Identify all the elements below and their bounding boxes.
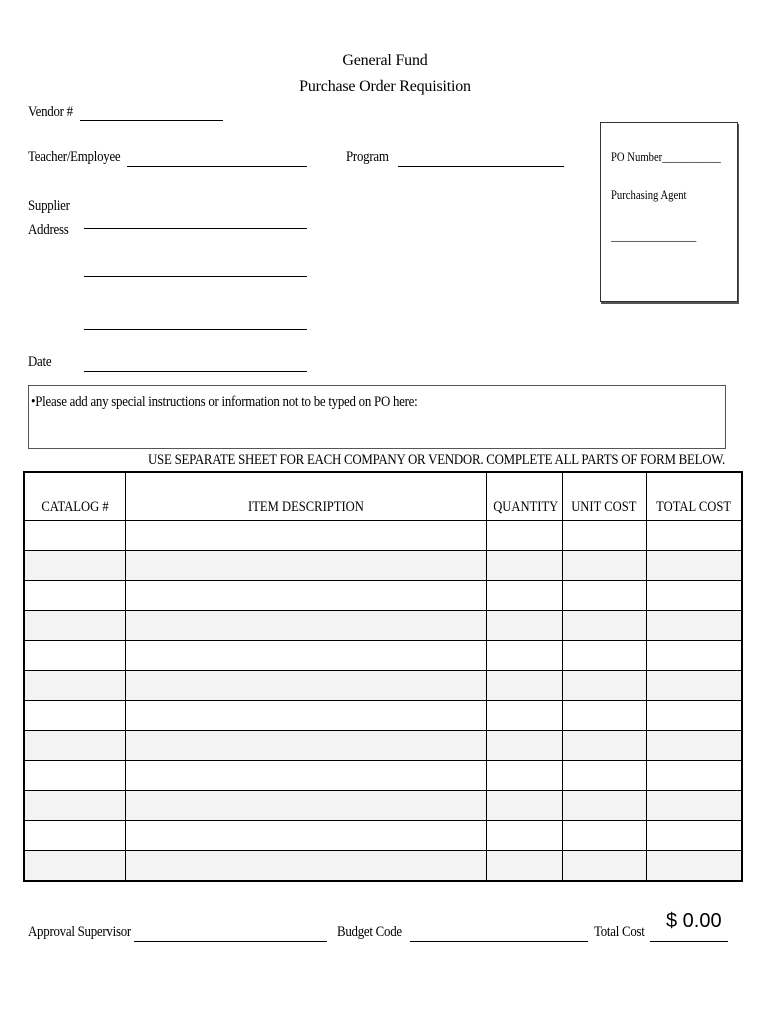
supplier-label: Supplier xyxy=(28,198,70,214)
special-instructions-box[interactable] xyxy=(28,385,726,449)
unit-cost-input[interactable] xyxy=(563,820,650,851)
description-input[interactable] xyxy=(126,580,490,611)
total-cost-value: $ 0.00 xyxy=(666,910,722,932)
quantity-input[interactable] xyxy=(487,700,566,731)
cell-total-cost[interactable] xyxy=(646,731,742,761)
teacher-label: Teacher/Employee xyxy=(28,149,121,165)
catalog-input[interactable] xyxy=(25,520,129,551)
description-input[interactable] xyxy=(126,670,490,701)
cell-quantity[interactable] xyxy=(486,821,562,851)
unit-cost-input[interactable] xyxy=(563,670,650,701)
cell-total-cost[interactable] xyxy=(646,521,742,551)
cell-unit-cost[interactable] xyxy=(562,851,646,882)
cell-unit-cost[interactable] xyxy=(562,521,646,551)
cell-catalog[interactable] xyxy=(24,821,125,851)
form-title-fund: General Fund xyxy=(342,52,428,69)
description-input[interactable] xyxy=(126,850,490,881)
cell-total-cost[interactable] xyxy=(646,821,742,851)
quantity-input[interactable] xyxy=(487,610,566,641)
cell-catalog[interactable] xyxy=(24,521,125,551)
quantity-input[interactable] xyxy=(487,730,566,761)
po-number-row xyxy=(611,149,721,165)
approval-supervisor-label: Approval Supervisor xyxy=(28,924,131,940)
quantity-input[interactable] xyxy=(487,760,566,791)
catalog-input[interactable] xyxy=(25,760,129,791)
table-row xyxy=(24,551,742,581)
total-cost-input[interactable] xyxy=(647,850,746,881)
cell-quantity[interactable] xyxy=(486,851,562,882)
po-number-label: PO Number xyxy=(611,149,663,164)
special-instructions-text: •Please add any special instructions or information not to be typed on PO here: xyxy=(31,394,418,410)
cell-unit-cost[interactable] xyxy=(562,611,646,641)
unit-cost-input[interactable] xyxy=(563,760,650,791)
catalog-input[interactable] xyxy=(25,730,129,761)
description-input[interactable] xyxy=(126,700,490,731)
table-row xyxy=(24,701,742,731)
cell-description[interactable] xyxy=(125,521,486,551)
cell-quantity[interactable] xyxy=(486,581,562,611)
cell-description[interactable] xyxy=(125,611,486,641)
col-item-description: ITEM DESCRIPTION xyxy=(125,472,486,521)
cell-total-cost[interactable] xyxy=(646,851,742,882)
cell-total-cost[interactable] xyxy=(646,761,742,791)
table-row xyxy=(24,521,742,551)
po-number-blank: ___________ xyxy=(662,149,721,164)
quantity-input[interactable] xyxy=(487,550,566,581)
teacher-line xyxy=(127,166,307,167)
table-header-row xyxy=(24,472,742,521)
cell-catalog[interactable] xyxy=(24,731,125,761)
table-row xyxy=(24,821,742,851)
quantity-input[interactable] xyxy=(487,850,566,881)
table-row xyxy=(24,671,742,701)
approval-supervisor-line xyxy=(134,941,327,942)
col-unit-cost: UNIT COST xyxy=(562,472,646,521)
address-line-2 xyxy=(84,276,307,277)
cell-quantity[interactable] xyxy=(486,761,562,791)
total-cost-input[interactable] xyxy=(647,640,746,671)
cell-unit-cost[interactable] xyxy=(562,821,646,851)
description-input[interactable] xyxy=(126,730,490,761)
vendor-label: Vendor # xyxy=(28,104,73,120)
address-line-3 xyxy=(84,329,307,330)
cell-total-cost[interactable] xyxy=(646,701,742,731)
cell-quantity[interactable] xyxy=(486,641,562,671)
cell-quantity[interactable] xyxy=(486,731,562,761)
cell-description[interactable] xyxy=(125,701,486,731)
cell-quantity[interactable] xyxy=(486,611,562,641)
cell-description[interactable] xyxy=(125,851,486,882)
cell-total-cost[interactable] xyxy=(646,641,742,671)
cell-catalog[interactable] xyxy=(24,641,125,671)
program-field[interactable] xyxy=(398,149,568,166)
description-input[interactable] xyxy=(126,790,490,821)
cell-catalog[interactable] xyxy=(24,851,125,882)
catalog-input[interactable] xyxy=(25,670,129,701)
quantity-input[interactable] xyxy=(487,820,566,851)
cell-catalog[interactable] xyxy=(24,761,125,791)
vendor-field[interactable] xyxy=(80,104,227,120)
cell-catalog[interactable] xyxy=(24,701,125,731)
cell-quantity[interactable] xyxy=(486,551,562,581)
unit-cost-input[interactable] xyxy=(563,850,650,881)
total-cost-input[interactable] xyxy=(647,760,746,791)
cell-catalog[interactable] xyxy=(24,611,125,641)
description-input[interactable] xyxy=(126,520,490,551)
unit-cost-input[interactable] xyxy=(563,790,650,821)
total-cost-input[interactable] xyxy=(647,610,746,641)
unit-cost-input[interactable] xyxy=(563,580,650,611)
unit-cost-input[interactable] xyxy=(563,610,650,641)
cell-description[interactable] xyxy=(125,761,486,791)
unit-cost-input[interactable] xyxy=(563,550,650,581)
table-row xyxy=(24,581,742,611)
description-input[interactable] xyxy=(126,610,490,641)
cell-quantity[interactable] xyxy=(486,791,562,821)
cell-catalog[interactable] xyxy=(24,581,125,611)
cell-total-cost[interactable] xyxy=(646,791,742,821)
form-title: Purchase Order Requisition xyxy=(299,78,471,95)
budget-code-line xyxy=(410,941,588,942)
cell-description[interactable] xyxy=(125,551,486,581)
catalog-input[interactable] xyxy=(25,850,129,881)
total-cost-input[interactable] xyxy=(647,700,746,731)
address-field-2[interactable] xyxy=(84,259,311,276)
date-line xyxy=(84,371,307,372)
catalog-input[interactable] xyxy=(25,700,129,731)
cell-total-cost[interactable] xyxy=(646,581,742,611)
cell-description[interactable] xyxy=(125,671,486,701)
total-cost-input[interactable] xyxy=(647,580,746,611)
approval-supervisor-field[interactable] xyxy=(134,924,331,941)
cell-unit-cost[interactable] xyxy=(562,761,646,791)
separate-sheet-notice: USE SEPARATE SHEET FOR EACH COMPANY OR VENDOR. COMPLETE ALL PARTS OF FORM BELOW. xyxy=(148,452,726,468)
budget-code-label: Budget Code xyxy=(337,924,402,940)
cell-quantity[interactable] xyxy=(486,671,562,701)
catalog-input[interactable] xyxy=(25,790,129,821)
cell-description[interactable] xyxy=(125,821,486,851)
cell-catalog[interactable] xyxy=(24,671,125,701)
unit-cost-input[interactable] xyxy=(563,520,650,551)
col-total-cost: TOTAL COST xyxy=(646,472,742,521)
unit-cost-input[interactable] xyxy=(563,730,650,761)
cell-total-cost[interactable] xyxy=(646,671,742,701)
total-cost-input[interactable] xyxy=(647,520,746,551)
date-label: Date xyxy=(28,354,52,370)
cell-quantity[interactable] xyxy=(486,521,562,551)
quantity-input[interactable] xyxy=(487,670,566,701)
vendor-line xyxy=(80,120,223,121)
program-label: Program xyxy=(346,149,389,165)
po-box xyxy=(600,122,738,302)
catalog-input[interactable] xyxy=(25,820,129,851)
cell-quantity[interactable] xyxy=(486,701,562,731)
table-row xyxy=(24,731,742,761)
total-cost-input[interactable] xyxy=(647,820,746,851)
total-cost-line xyxy=(650,941,728,942)
table-row xyxy=(24,851,742,882)
catalog-input[interactable] xyxy=(25,550,129,581)
col-quantity: QUANTITY xyxy=(486,472,562,521)
date-field[interactable] xyxy=(84,354,311,371)
table-row xyxy=(24,791,742,821)
cell-description[interactable] xyxy=(125,641,486,671)
total-cost-input[interactable] xyxy=(647,550,746,581)
total-cost-label: Total Cost xyxy=(594,924,645,940)
cell-unit-cost[interactable] xyxy=(562,581,646,611)
cell-unit-cost[interactable] xyxy=(562,641,646,671)
cell-unit-cost[interactable] xyxy=(562,701,646,731)
cell-description[interactable] xyxy=(125,791,486,821)
quantity-input[interactable] xyxy=(487,640,566,671)
teacher-field[interactable] xyxy=(127,149,311,166)
quantity-input[interactable] xyxy=(487,790,566,821)
total-cost-input[interactable] xyxy=(647,790,746,821)
description-input[interactable] xyxy=(126,820,490,851)
table-row xyxy=(24,641,742,671)
cell-total-cost[interactable] xyxy=(646,611,742,641)
description-input[interactable] xyxy=(126,640,490,671)
cell-description[interactable] xyxy=(125,581,486,611)
unit-cost-input[interactable] xyxy=(563,700,650,731)
description-input[interactable] xyxy=(126,550,490,581)
unit-cost-input[interactable] xyxy=(563,640,650,671)
purchasing-agent-label: Purchasing Agent xyxy=(611,187,687,202)
cell-unit-cost[interactable] xyxy=(562,671,646,701)
description-input[interactable] xyxy=(126,760,490,791)
quantity-input[interactable] xyxy=(487,580,566,611)
budget-code-field[interactable] xyxy=(410,924,592,941)
address-field-3[interactable] xyxy=(84,312,311,329)
catalog-input[interactable] xyxy=(25,640,129,671)
quantity-input[interactable] xyxy=(487,520,566,551)
cell-total-cost[interactable] xyxy=(646,551,742,581)
cell-unit-cost[interactable] xyxy=(562,731,646,761)
cell-catalog[interactable] xyxy=(24,551,125,581)
catalog-input[interactable] xyxy=(25,610,129,641)
cell-catalog[interactable] xyxy=(24,791,125,821)
purchasing-agent-blank: ________________ xyxy=(611,228,697,243)
catalog-input[interactable] xyxy=(25,580,129,611)
items-table xyxy=(23,471,743,882)
col-catalog: CATALOG # xyxy=(24,472,125,521)
table-row xyxy=(24,761,742,791)
cell-unit-cost[interactable] xyxy=(562,791,646,821)
table-row xyxy=(24,611,742,641)
address-field-1[interactable] xyxy=(84,211,311,228)
item-rows xyxy=(24,521,742,882)
cell-description[interactable] xyxy=(125,731,486,761)
cell-unit-cost[interactable] xyxy=(562,551,646,581)
total-cost-input[interactable] xyxy=(647,730,746,761)
address-line-1 xyxy=(84,228,307,229)
total-cost-input[interactable] xyxy=(647,670,746,701)
program-line xyxy=(398,166,564,167)
address-label: Address xyxy=(28,222,69,238)
